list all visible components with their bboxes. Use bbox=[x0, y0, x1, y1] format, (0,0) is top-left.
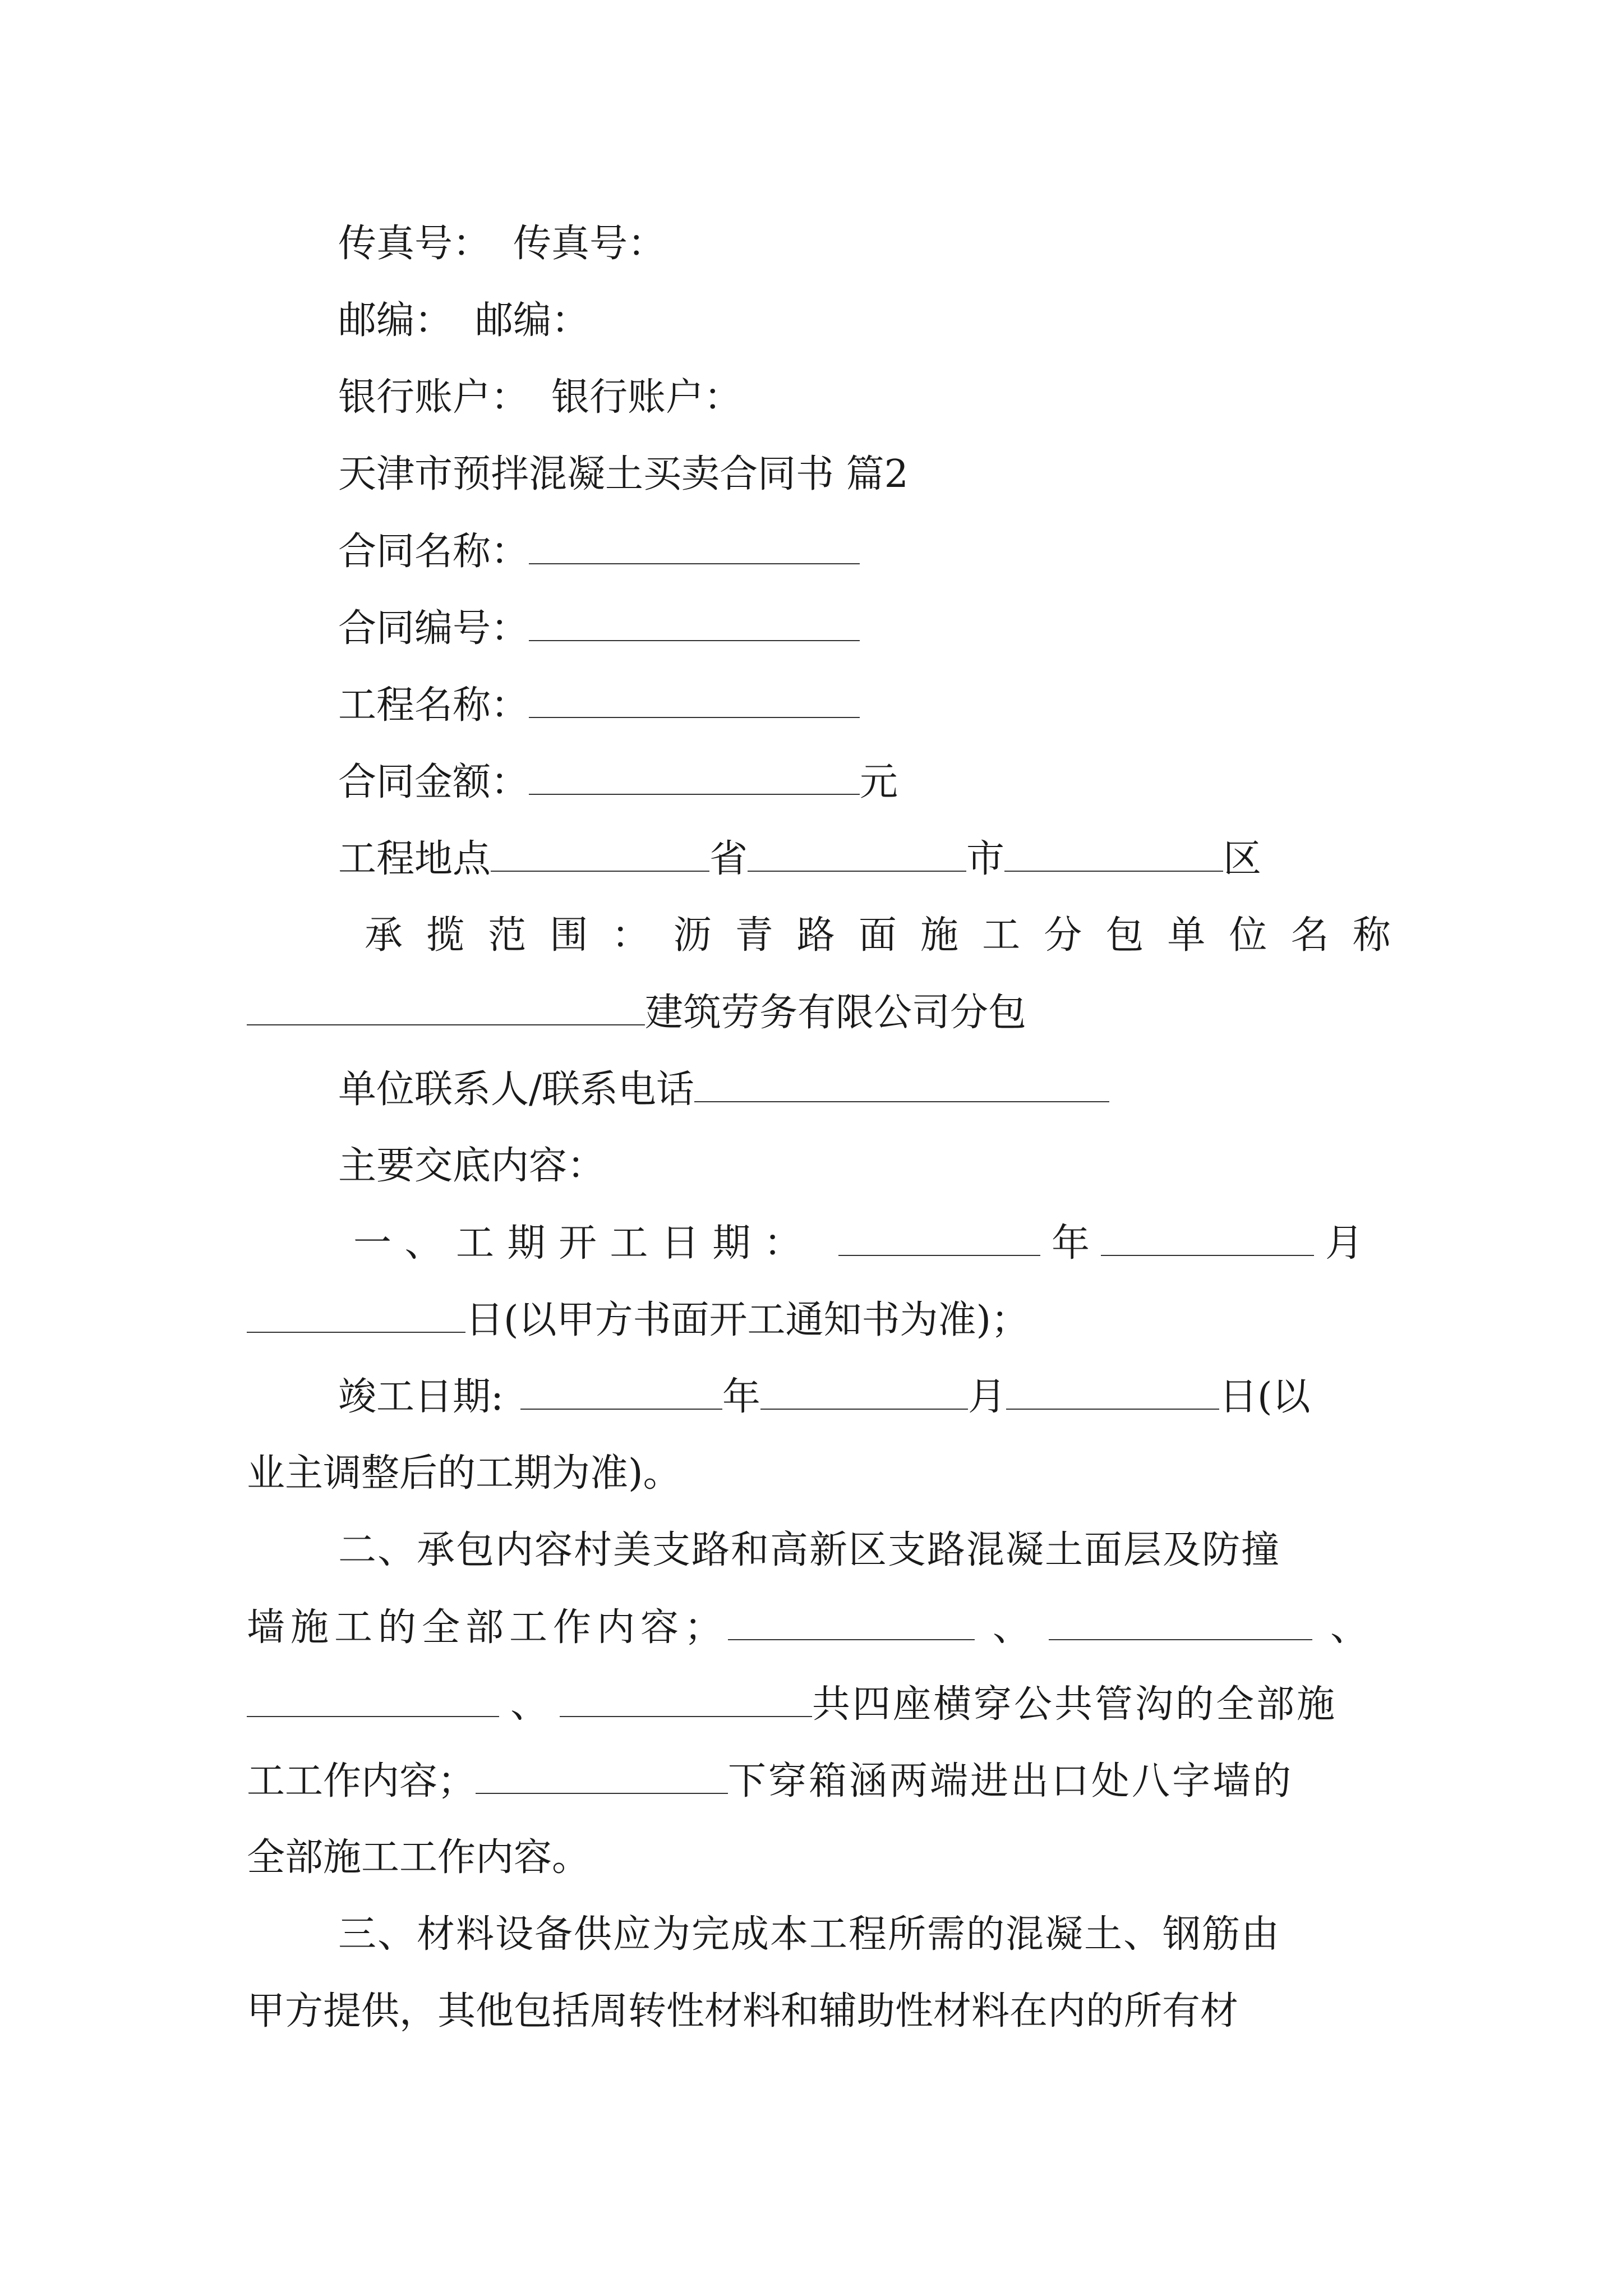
contact-blank bbox=[694, 1064, 1109, 1102]
contact-line bbox=[338, 1064, 1109, 1115]
scope-line-1 bbox=[365, 910, 1391, 961]
scope-char: 施 bbox=[920, 913, 958, 958]
scope-char: 面 bbox=[858, 913, 897, 958]
scope-char: 称 bbox=[1352, 913, 1391, 958]
item2-line-4-tail: 下穿箱涵两端进出口处八字墙的 bbox=[728, 1759, 1294, 1803]
fax-line bbox=[338, 219, 666, 269]
start-date-line-2 bbox=[247, 1295, 1029, 1346]
bank-label-a: 银行账户： bbox=[338, 375, 529, 420]
item2-line-3-tail: 共四座横穿公共管沟的全部施 bbox=[812, 1682, 1338, 1727]
item2-blank-5 bbox=[476, 1756, 728, 1794]
scope-char: 包 bbox=[1105, 913, 1144, 958]
start-date-line-1 bbox=[353, 1218, 1391, 1269]
contract-amount-label: 合同金额： bbox=[338, 760, 529, 804]
start-month-blank bbox=[1101, 1218, 1314, 1256]
scope-char: ： bbox=[611, 913, 650, 958]
contract-amount-line bbox=[338, 757, 898, 808]
item2-sep-2: 、 bbox=[1330, 1605, 1369, 1650]
project-name-label: 工程名称： bbox=[338, 683, 529, 728]
city-label: 市 bbox=[966, 837, 1005, 881]
completion-day-blank bbox=[1006, 1372, 1219, 1410]
scope-char: 围 bbox=[550, 913, 588, 958]
start-year-label: 年 bbox=[1052, 1221, 1090, 1266]
item2-line-3 bbox=[247, 1679, 1337, 1730]
location-label: 工程地点 bbox=[338, 837, 491, 881]
contract-no-line bbox=[338, 603, 860, 654]
contract-amount-blank bbox=[529, 757, 860, 795]
scope-char: 分 bbox=[1044, 913, 1082, 958]
start-date-char: 期 bbox=[507, 1221, 546, 1266]
completion-month-label: 月 bbox=[967, 1375, 1006, 1419]
scope-char: 承 bbox=[365, 913, 403, 958]
item2-line-4 bbox=[247, 1756, 1293, 1807]
fax-label-b: 传真号： bbox=[513, 222, 666, 266]
scope-char: 位 bbox=[1229, 913, 1267, 958]
item2-sep-1: 、 bbox=[993, 1605, 1031, 1650]
start-date-char: 工 bbox=[610, 1221, 648, 1266]
start-date-char: 日 bbox=[661, 1221, 699, 1266]
start-date-char: 、 bbox=[404, 1221, 443, 1266]
contact-label: 单位联系人/联系电话 bbox=[338, 1068, 694, 1112]
subcontractor-blank bbox=[247, 987, 645, 1025]
postcode-label-a: 邮编： bbox=[338, 298, 453, 343]
contract-amount-unit: 元 bbox=[860, 760, 898, 804]
contract-name-line bbox=[338, 526, 860, 577]
fax-label-a: 传真号： bbox=[338, 222, 491, 266]
province-blank bbox=[491, 834, 709, 872]
scope-char: 青 bbox=[735, 913, 773, 958]
project-name-line bbox=[338, 680, 860, 731]
item2-blank-2 bbox=[1049, 1602, 1312, 1640]
start-date-char: 一 bbox=[353, 1221, 392, 1266]
item2-line-4-head: 工工作内容； bbox=[247, 1759, 476, 1803]
bank-label-b: 银行账户： bbox=[551, 375, 743, 420]
start-date-char: 开 bbox=[558, 1221, 597, 1266]
section-title: 天津市预拌混凝土买卖合同书 篇2 bbox=[338, 452, 909, 496]
item2-line-2 bbox=[247, 1602, 1368, 1653]
project-location-line bbox=[338, 834, 1261, 885]
item2-line-5: 全部施工工作内容。 bbox=[247, 1835, 591, 1880]
item2-line-2-text: 墙施工的全部工作内容； bbox=[247, 1605, 728, 1650]
city-blank bbox=[748, 834, 966, 872]
start-date-char: ： bbox=[763, 1221, 802, 1266]
scope-char: 范 bbox=[488, 913, 527, 958]
contract-name-blank bbox=[529, 526, 860, 564]
postcode-label-b: 邮编： bbox=[475, 298, 590, 343]
item3-line-2: 甲方提供，其他包括周转性材料和辅助性材料在内的所有材 bbox=[247, 1989, 1239, 2033]
district-blank bbox=[1004, 834, 1223, 872]
scope-line-2-text: 建筑劳务有限公司分包 bbox=[645, 991, 1027, 1035]
completion-label: 竣工日期: bbox=[338, 1375, 504, 1419]
district-label: 区 bbox=[1223, 837, 1262, 881]
start-date-char: 工 bbox=[455, 1221, 494, 1266]
scope-char: 名 bbox=[1290, 913, 1329, 958]
start-day-blank bbox=[247, 1295, 465, 1333]
start-month-label: 月 bbox=[1325, 1221, 1364, 1266]
start-year-blank bbox=[838, 1218, 1040, 1256]
contract-name-label: 合同名称： bbox=[338, 530, 529, 574]
scope-char: 沥 bbox=[673, 913, 712, 958]
province-label: 省 bbox=[709, 837, 748, 881]
contract-no-label: 合同编号： bbox=[338, 606, 529, 651]
postcode-line bbox=[338, 296, 589, 346]
scope-char: 揽 bbox=[426, 913, 465, 958]
completion-month-blank bbox=[760, 1372, 968, 1410]
scope-line-2 bbox=[247, 987, 1026, 1038]
contract-no-blank bbox=[529, 603, 860, 641]
scope-char: 工 bbox=[982, 913, 1021, 958]
start-date-char: 期 bbox=[712, 1221, 751, 1266]
main-content-label: 主要交底内容： bbox=[338, 1144, 606, 1188]
scope-char: 路 bbox=[796, 913, 835, 958]
project-name-blank bbox=[529, 680, 860, 718]
start-date-label bbox=[353, 1218, 802, 1269]
bank-line bbox=[338, 372, 742, 423]
completion-day-tail: 日(以 bbox=[1219, 1375, 1311, 1419]
completion-line-2: 业主调整后的工期为准)。 bbox=[247, 1451, 681, 1496]
item2-sep-3: 、 bbox=[510, 1682, 549, 1727]
item2-line-1: 二、承包内容村美支路和高新区支路混凝土面层及防撞 bbox=[338, 1528, 1281, 1572]
completion-line-1 bbox=[338, 1372, 1310, 1423]
item2-blank-4 bbox=[560, 1679, 812, 1717]
item2-blank-3 bbox=[247, 1679, 499, 1717]
scope-char: 单 bbox=[1167, 913, 1206, 958]
item2-blank-1 bbox=[728, 1602, 975, 1640]
item3-line-1: 三、材料设备供应为完成本工程所需的混凝土、钢筋由 bbox=[338, 1912, 1281, 1957]
completion-year-blank bbox=[520, 1372, 722, 1410]
start-date-tail: 日(以甲方书面开工通知书为准)； bbox=[465, 1298, 1030, 1342]
completion-year-label: 年 bbox=[722, 1375, 760, 1419]
